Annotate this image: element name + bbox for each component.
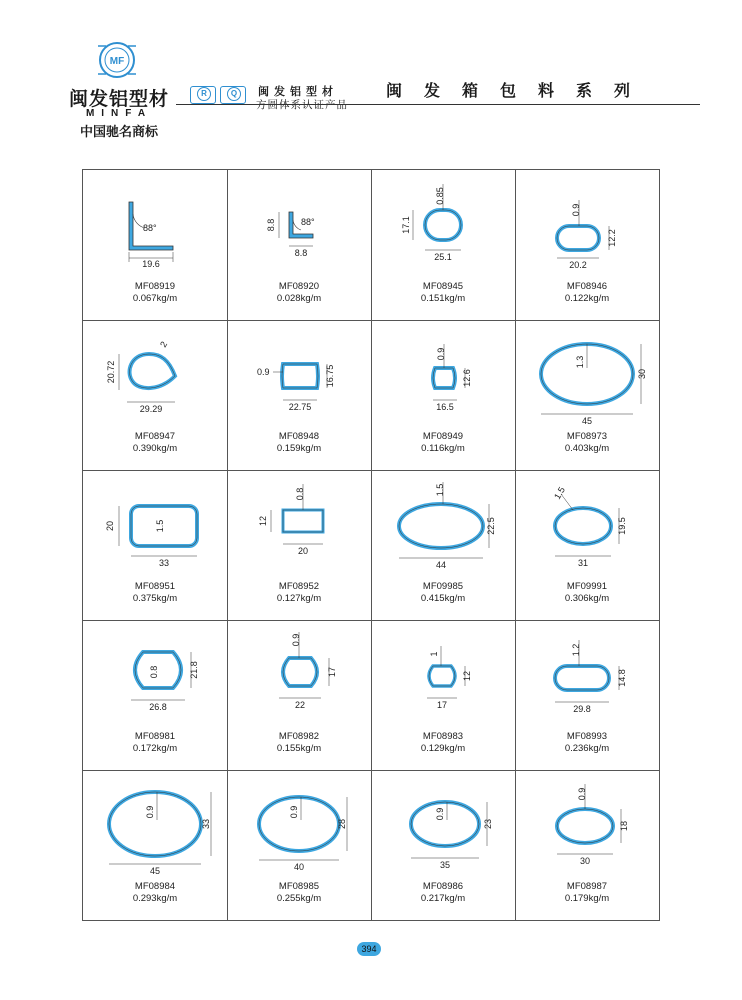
svg-text:1.5: 1.5 — [435, 483, 445, 497]
product-weight: 0.403kg/m — [564, 443, 610, 454]
product-weight: 0.217kg/m — [420, 893, 466, 904]
svg-text:17.1: 17.1 — [401, 216, 411, 234]
svg-text:20: 20 — [105, 520, 115, 532]
product-code: MF08948 — [278, 431, 320, 442]
profile-drawing-mf08951 — [83, 470, 227, 580]
svg-text:12.2: 12.2 — [607, 229, 617, 247]
product-cell — [227, 620, 371, 770]
svg-text:0.9: 0.9 — [257, 367, 270, 377]
svg-text:30: 30 — [637, 368, 647, 380]
product-cell — [227, 770, 371, 920]
svg-text:2: 2 — [158, 339, 170, 349]
product-weight: 0.415kg/m — [420, 593, 466, 604]
svg-text:0.9: 0.9 — [145, 805, 155, 819]
series-title: 闽发箱包料系列 — [386, 81, 653, 100]
profile-drawing-mf08949 — [371, 320, 515, 430]
product-cell — [371, 620, 515, 770]
product-code: MF08985 — [278, 881, 320, 892]
svg-text:12: 12 — [258, 515, 268, 527]
brand-trademark-note: 中国驰名商标 — [79, 124, 158, 139]
product-code: MF09985 — [422, 581, 464, 592]
product-weight: 0.129kg/m — [420, 743, 466, 754]
profile-drawing-mf08945 — [371, 170, 515, 280]
svg-text:33: 33 — [201, 818, 211, 830]
svg-text:31: 31 — [577, 558, 589, 568]
profile-drawing-mf08952 — [227, 470, 371, 580]
svg-text:20.2: 20.2 — [569, 260, 587, 270]
svg-text:17: 17 — [327, 666, 337, 678]
product-cell — [371, 320, 515, 470]
profile-drawing-mf08983 — [371, 620, 515, 730]
cert-brand-name: 闽发铝型材 — [258, 85, 338, 98]
product-code: MF08919 — [134, 281, 176, 292]
product-weight: 0.179kg/m — [564, 893, 610, 904]
product-cell — [371, 170, 515, 320]
product-grid — [82, 169, 660, 921]
cert-q-icon: Q — [220, 86, 246, 104]
product-weight: 0.151kg/m — [420, 293, 466, 304]
svg-text:1.5: 1.5 — [155, 519, 165, 533]
product-cell — [371, 470, 515, 620]
cert-r-icon: R — [190, 86, 216, 104]
product-code: MF08981 — [134, 731, 176, 742]
svg-text:88°: 88° — [143, 223, 157, 233]
svg-text:12.6: 12.6 — [462, 369, 472, 387]
product-cell — [227, 470, 371, 620]
svg-text:45: 45 — [581, 416, 593, 426]
product-weight: 0.306kg/m — [564, 593, 610, 604]
svg-text:0.9: 0.9 — [291, 633, 301, 647]
svg-text:1.5: 1.5 — [552, 485, 567, 501]
svg-text:40: 40 — [293, 862, 305, 872]
product-code: MF08946 — [566, 281, 608, 292]
svg-text:29.29: 29.29 — [139, 404, 163, 414]
profile-drawing-mf08984 — [83, 770, 227, 880]
svg-text:0.8: 0.8 — [295, 487, 305, 501]
product-weight: 0.122kg/m — [564, 293, 610, 304]
svg-text:44: 44 — [435, 560, 447, 570]
product-cell — [515, 620, 659, 770]
profile-drawing-mf09985 — [371, 470, 515, 580]
cert-description: 方圆体系认证产品 — [256, 99, 348, 111]
product-cell — [83, 770, 227, 920]
product-weight: 0.028kg/m — [276, 293, 322, 304]
page-number: 394 — [357, 942, 381, 956]
svg-text:20.72: 20.72 — [106, 360, 116, 384]
svg-text:25.1: 25.1 — [434, 252, 452, 262]
product-weight: 0.067kg/m — [132, 293, 178, 304]
svg-text:0.9: 0.9 — [289, 805, 299, 819]
svg-text:28: 28 — [337, 818, 347, 830]
product-weight: 0.293kg/m — [132, 893, 178, 904]
product-code: MF08987 — [566, 881, 608, 892]
product-cell — [83, 320, 227, 470]
product-cell — [515, 470, 659, 620]
brand-name: 闽发铝型材 — [68, 88, 169, 110]
profile-drawing-mf08986 — [371, 770, 515, 880]
svg-text:88°: 88° — [301, 217, 315, 227]
product-code: MF08947 — [134, 431, 176, 442]
logo-text: MF — [109, 56, 125, 67]
svg-text:45: 45 — [149, 866, 161, 876]
svg-text:0.85: 0.85 — [435, 187, 445, 205]
profile-drawing-mf09991 — [515, 470, 659, 580]
svg-text:18: 18 — [619, 820, 629, 832]
svg-text:19.6: 19.6 — [142, 259, 160, 269]
product-code: MF08982 — [278, 731, 320, 742]
svg-text:8.8: 8.8 — [294, 248, 308, 258]
product-weight: 0.255kg/m — [276, 893, 322, 904]
header-divider — [176, 104, 700, 105]
product-cell — [83, 170, 227, 320]
profile-drawing-mf08948 — [227, 320, 371, 430]
product-code: MF08952 — [278, 581, 320, 592]
product-cell — [227, 320, 371, 470]
product-weight: 0.375kg/m — [132, 593, 178, 604]
product-cell — [83, 620, 227, 770]
svg-text:30: 30 — [579, 856, 591, 866]
svg-text:23: 23 — [483, 818, 493, 830]
svg-text:0.9: 0.9 — [571, 203, 581, 217]
profile-drawing-mf08993 — [515, 620, 659, 730]
product-code: MF08949 — [422, 431, 464, 442]
profile-drawing-mf08973 — [515, 320, 659, 430]
product-cell — [227, 170, 371, 320]
product-code: MF08986 — [422, 881, 464, 892]
product-code: MF08973 — [566, 431, 608, 442]
product-code: MF08920 — [278, 281, 320, 292]
profile-drawing-mf08947 — [83, 320, 227, 430]
svg-text:0.9: 0.9 — [436, 347, 446, 361]
svg-text:22: 22 — [294, 700, 306, 710]
svg-text:21.8: 21.8 — [189, 661, 199, 679]
svg-text:1: 1 — [429, 651, 439, 657]
brand-latin-name: MINFA — [85, 108, 153, 119]
minfa-logo-icon — [92, 38, 142, 84]
product-code: MF08951 — [134, 581, 176, 592]
svg-text:29.8: 29.8 — [573, 704, 591, 714]
profile-drawing-mf08987 — [515, 770, 659, 880]
svg-text:33: 33 — [158, 558, 170, 568]
svg-text:0.8: 0.8 — [149, 665, 159, 679]
product-code: MF08993 — [566, 731, 608, 742]
svg-text:14.8: 14.8 — [617, 669, 627, 687]
profile-drawing-mf08985 — [227, 770, 371, 880]
svg-text:22.5: 22.5 — [486, 517, 496, 535]
product-code: MF08945 — [422, 281, 464, 292]
svg-text:20: 20 — [297, 546, 309, 556]
svg-text:26.8: 26.8 — [149, 702, 167, 712]
product-cell — [83, 470, 227, 620]
profile-drawing-mf08946 — [515, 170, 659, 280]
profile-drawing-mf08982 — [227, 620, 371, 730]
profile-drawing-mf08920 — [227, 170, 371, 280]
product-cell — [371, 770, 515, 920]
product-code: MF08984 — [134, 881, 176, 892]
svg-text:1.3: 1.3 — [575, 355, 585, 369]
profile-drawing-mf08919 — [83, 170, 227, 280]
product-cell — [515, 770, 659, 920]
svg-text:1.2: 1.2 — [571, 643, 581, 657]
product-weight: 0.116kg/m — [421, 443, 465, 454]
svg-text:17: 17 — [436, 700, 448, 710]
product-code: MF09991 — [566, 581, 608, 592]
profile-drawing-mf08981 — [83, 620, 227, 730]
svg-text:19.5: 19.5 — [617, 517, 627, 535]
svg-text:22.75: 22.75 — [288, 402, 312, 412]
product-cell — [515, 170, 659, 320]
product-cell — [515, 320, 659, 470]
svg-text:16.75: 16.75 — [325, 364, 335, 388]
product-weight: 0.155kg/m — [276, 743, 322, 754]
svg-text:35: 35 — [439, 860, 451, 870]
product-weight: 0.390kg/m — [132, 443, 178, 454]
product-weight: 0.159kg/m — [276, 443, 322, 454]
product-weight: 0.236kg/m — [564, 743, 610, 754]
product-weight: 0.172kg/m — [132, 743, 178, 754]
svg-text:8.8: 8.8 — [266, 218, 276, 232]
svg-text:0.9: 0.9 — [435, 807, 445, 821]
svg-text:0.9: 0.9 — [577, 787, 587, 801]
svg-text:12: 12 — [462, 670, 472, 682]
product-weight: 0.127kg/m — [276, 593, 322, 604]
product-code: MF08983 — [422, 731, 464, 742]
svg-text:16.5: 16.5 — [436, 402, 454, 412]
